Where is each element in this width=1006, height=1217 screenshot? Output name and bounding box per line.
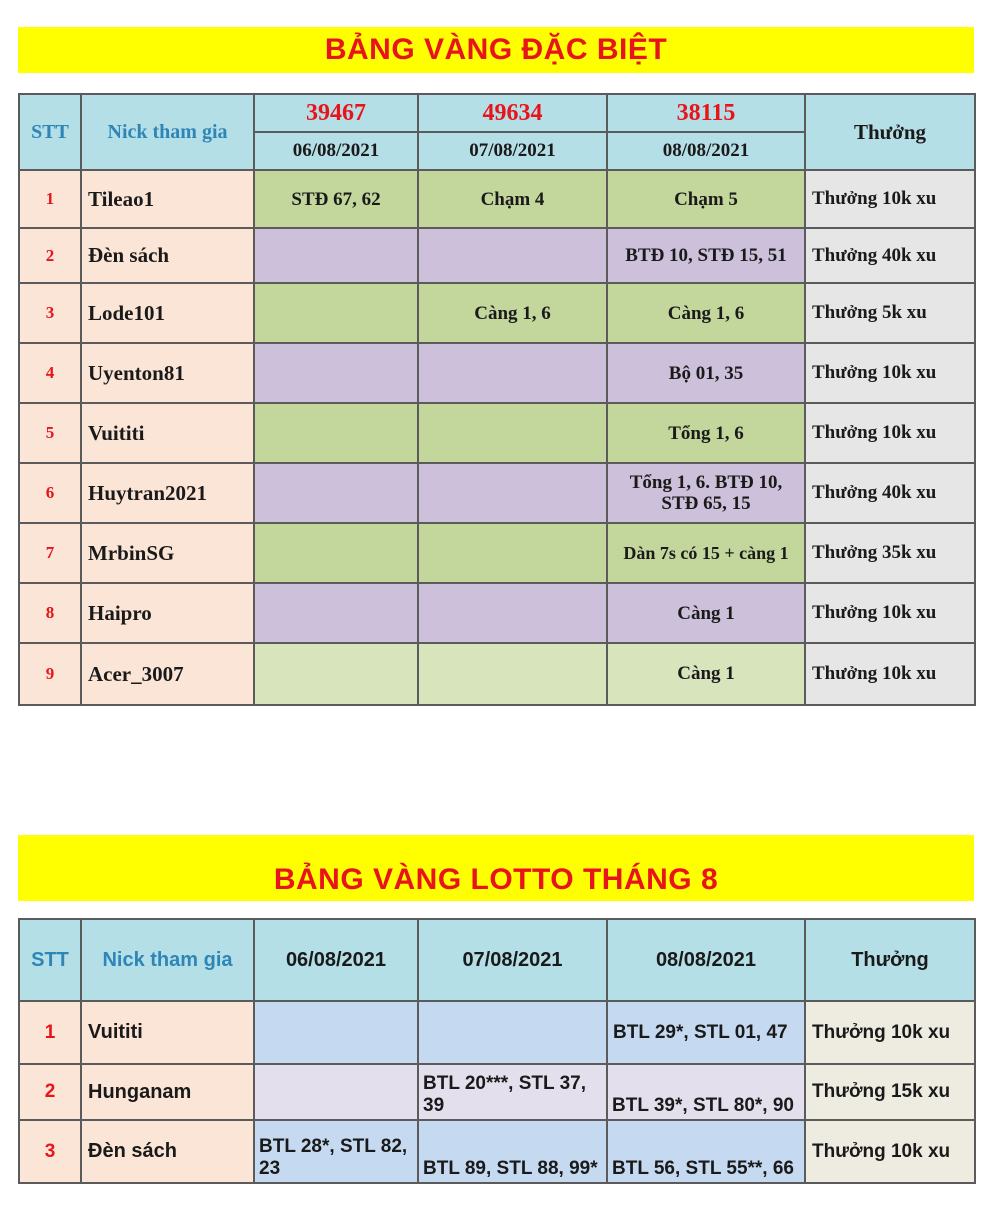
row-day3: Bộ 01, 35: [607, 343, 805, 403]
row-nick: Lode101: [81, 283, 254, 343]
row-reward: Thưởng 35k xu: [805, 523, 975, 583]
row-stt: 7: [19, 523, 81, 583]
row-day3: Càng 1, 6: [607, 283, 805, 343]
row-day2: [418, 403, 607, 463]
row-nick: Uyenton81: [81, 343, 254, 403]
row-day3: Chạm 5: [607, 170, 805, 228]
table-row: [19, 343, 975, 403]
header-date-2: 07/08/2021: [418, 919, 607, 1001]
row-stt: 9: [19, 643, 81, 705]
row-reward: Thưởng 40k xu: [805, 228, 975, 283]
row-day3: Tổng 1, 6. BTĐ 10, STĐ 65, 15: [607, 463, 805, 523]
row-nick: Hunganam: [81, 1064, 254, 1120]
header-nick: Nick tham gia: [81, 919, 254, 1001]
row-nick: Đèn sách: [81, 228, 254, 283]
table-row: [19, 403, 975, 463]
row-day3: Càng 1: [607, 643, 805, 705]
row-reward: Thưởng 10k xu: [805, 343, 975, 403]
table-row: [19, 228, 975, 283]
table-row: [19, 643, 975, 705]
row-nick: Haipro: [81, 583, 254, 643]
row-stt: 1: [19, 170, 81, 228]
row-day3: BTL 39*, STL 80*, 90: [607, 1064, 805, 1120]
row-nick: Tileao1: [81, 170, 254, 228]
row-reward: Thưởng 5k xu: [805, 283, 975, 343]
table-row: [19, 1064, 975, 1120]
header-stt: STT: [19, 919, 81, 1001]
row-stt: 8: [19, 583, 81, 643]
special-leaderboard-table: [18, 93, 976, 706]
header-date-1: 06/08/2021: [254, 132, 418, 170]
row-nick: Đèn sách: [81, 1120, 254, 1183]
row-day1: [254, 1001, 418, 1064]
row-stt: 1: [19, 1001, 81, 1064]
row-day1: STĐ 67, 62: [254, 170, 418, 228]
row-day1: [254, 403, 418, 463]
row-stt: 3: [19, 1120, 81, 1183]
row-day1: [254, 1064, 418, 1120]
header-reward: Thưởng: [805, 919, 975, 1001]
row-day1: BTL 28*, STL 82, 23: [254, 1120, 418, 1183]
row-day3: BTL 29*, STL 01, 47: [607, 1001, 805, 1064]
table1-title: BẢNG VÀNG ĐẶC BIỆT: [18, 27, 974, 73]
table2-title: BẢNG VÀNG LOTTO THÁNG 8: [18, 835, 974, 901]
row-day2: [418, 523, 607, 583]
row-day2: BTL 89, STL 88, 99*: [418, 1120, 607, 1183]
row-day2: [418, 643, 607, 705]
row-nick: Acer_3007: [81, 643, 254, 705]
row-day1: [254, 463, 418, 523]
header-code-1: 39467: [254, 94, 418, 132]
row-stt: 6: [19, 463, 81, 523]
table-row: [19, 463, 975, 523]
row-day2: [418, 228, 607, 283]
table-row: [19, 283, 975, 343]
header-date-2: 07/08/2021: [418, 132, 607, 170]
row-day3: BTL 56, STL 55**, 66: [607, 1120, 805, 1183]
row-nick: Vuititi: [81, 1001, 254, 1064]
row-reward: Thưởng 10k xu: [805, 643, 975, 705]
row-day1: [254, 283, 418, 343]
row-day3: Dàn 7s có 15 + càng 1: [607, 523, 805, 583]
lotto-leaderboard-table: [18, 918, 976, 1184]
row-nick: Vuititi: [81, 403, 254, 463]
row-day3: Càng 1: [607, 583, 805, 643]
row-day3: Tổng 1, 6: [607, 403, 805, 463]
table-row: [19, 523, 975, 583]
row-day2: [418, 463, 607, 523]
row-day2: Càng 1, 6: [418, 283, 607, 343]
row-day2: [418, 583, 607, 643]
table-row: [19, 1120, 975, 1183]
row-reward: Thưởng 10k xu: [805, 1120, 975, 1183]
row-day1: [254, 523, 418, 583]
row-day2: [418, 343, 607, 403]
row-day2: Chạm 4: [418, 170, 607, 228]
header-date-3: 08/08/2021: [607, 919, 805, 1001]
row-day2: [418, 1001, 607, 1064]
row-day1: [254, 643, 418, 705]
row-day1: [254, 228, 418, 283]
row-day3: BTĐ 10, STĐ 15, 51: [607, 228, 805, 283]
row-nick: MrbinSG: [81, 523, 254, 583]
row-day1: [254, 583, 418, 643]
header-nick: Nick tham gia: [81, 94, 254, 170]
row-stt: 2: [19, 1064, 81, 1120]
table-row: [19, 170, 975, 228]
header-code-2: 49634: [418, 94, 607, 132]
row-stt: 4: [19, 343, 81, 403]
row-reward: Thưởng 10k xu: [805, 403, 975, 463]
row-reward: Thưởng 10k xu: [805, 170, 975, 228]
table-row: [19, 1001, 975, 1064]
header-stt: STT: [19, 94, 81, 170]
row-reward: Thưởng 10k xu: [805, 1001, 975, 1064]
row-day1: [254, 343, 418, 403]
row-reward: Thưởng 40k xu: [805, 463, 975, 523]
header-date-1: 06/08/2021: [254, 919, 418, 1001]
row-day2: BTL 20***, STL 37, 39: [418, 1064, 607, 1120]
header-reward: Thưởng: [805, 94, 975, 170]
header-code-3: 38115: [607, 94, 805, 132]
row-stt: 3: [19, 283, 81, 343]
row-stt: 2: [19, 228, 81, 283]
row-nick: Huytran2021: [81, 463, 254, 523]
table-row: [19, 583, 975, 643]
row-reward: Thưởng 15k xu: [805, 1064, 975, 1120]
row-reward: Thưởng 10k xu: [805, 583, 975, 643]
row-stt: 5: [19, 403, 81, 463]
header-date-3: 08/08/2021: [607, 132, 805, 170]
